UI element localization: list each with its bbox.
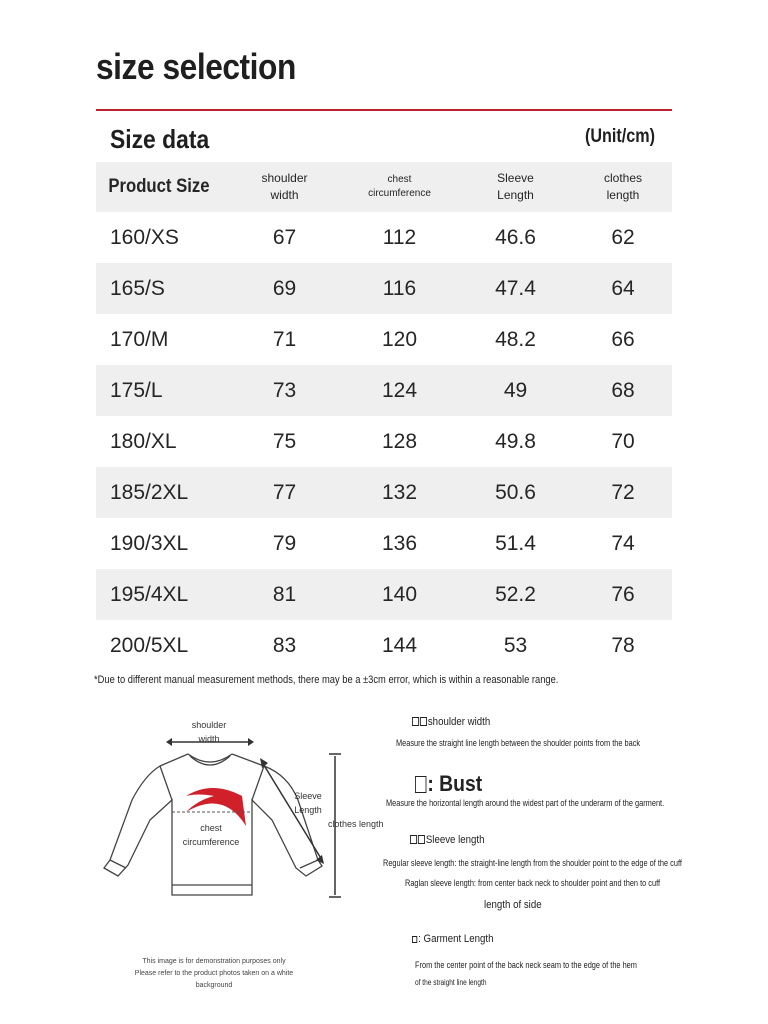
size-table [96,162,672,671]
clothes-length-label: clothes length [328,819,384,829]
value-cell: 77 [272,480,297,504]
legend-sleeve-regular: Regular sleeve length: the straight-line length from the shoulder point to the edge of the cuff [383,858,682,868]
table-row [96,314,672,365]
legend-bust-title: : Bust [415,771,482,797]
table-row [96,212,672,263]
value-cell: 136 [381,531,418,555]
size-cell: 170/M [110,327,169,351]
value-cell: 48.2 [495,327,536,351]
value-cell: 78 [611,633,635,657]
size-cell: 180/XL [110,429,177,453]
size-cell: 200/5XL [110,633,189,657]
table-row [96,518,672,569]
value-cell: 71 [272,327,297,351]
value-cell: 51.4 [495,531,536,555]
legend-shoulder-title: shoulder width [412,716,490,728]
value-cell: 73 [272,378,297,402]
table-row [96,416,672,467]
table-row [96,263,672,314]
value-cell: 144 [381,633,418,657]
value-cell: 72 [611,480,635,504]
value-cell: 140 [381,582,418,606]
value-cell: 64 [611,276,635,300]
value-cell: 49.8 [495,429,536,453]
value-cell: 112 [382,225,417,249]
missing-glyph-icon [418,835,425,844]
value-cell: 49 [503,378,528,402]
value-cell: 124 [381,378,418,402]
value-cell: 66 [611,327,635,351]
size-cell: 195/4XL [110,582,189,606]
value-cell: 47.4 [495,276,536,300]
legend-sleeve-side: length of side [484,899,542,911]
missing-glyph-icon [412,936,417,943]
value-cell: 120 [381,327,418,351]
garment-diagram [0,700,400,1000]
header-sleeve-length: Sleeve Length [497,171,534,202]
size-cell: 160/XS [110,225,179,249]
value-cell: 81 [272,582,297,606]
diagram-disclaimer: This image is for demonstration purposes only Please refer to the product photos taken on a white background [134,958,294,989]
size-cell: 165/S [110,276,165,300]
value-cell: 76 [611,582,635,606]
value-cell: 75 [272,429,297,453]
value-cell: 116 [382,276,417,300]
size-cell: 175/L [110,378,163,402]
header-product-size: Product Size [108,176,210,197]
table-title: Size data [110,124,210,154]
shoulder-width-label: shoulder width [191,720,227,744]
missing-glyph-icon [412,717,419,726]
missing-glyph-icon [410,835,417,844]
value-cell: 132 [381,480,418,504]
table-row [96,467,672,518]
value-cell: 52.2 [495,582,536,606]
table-row [96,620,672,671]
value-cell: 69 [272,276,297,300]
legend-bust-desc: Measure the horizontal length around the widest part of the underarm of the garment. [386,798,665,808]
title-divider [96,109,672,111]
value-cell: 46.6 [495,225,536,249]
value-cell: 53 [503,633,528,657]
missing-glyph-icon [420,717,427,726]
value-cell: 83 [272,633,297,657]
sleeve-length-label: Sleeve Length [294,791,322,815]
table-row [96,569,672,620]
value-cell: 67 [272,225,297,249]
header-shoulder-width: shoulder width [261,171,308,202]
value-cell: 50.6 [495,480,536,504]
legend-garment-title: : Garment Length [412,933,493,945]
value-cell: 128 [381,429,418,453]
missing-glyph-icon [415,776,426,793]
page-title: size selection [96,46,296,87]
table-row [96,365,672,416]
value-cell: 70 [611,429,635,453]
value-cell: 62 [611,225,635,249]
table-header-row [96,162,672,212]
measurement-note: *Due to different manual measurement methods, there may be a ±3cm error, which is within a reasonable range. [94,674,559,686]
value-cell: 74 [611,531,635,555]
size-cell: 190/3XL [110,531,189,555]
size-cell: 185/2XL [110,480,189,504]
value-cell: 79 [272,531,297,555]
legend-garment-desc-2: of the straight line length [415,978,487,987]
unit-label: (Unit/cm) [585,126,655,147]
header-clothes-length: clothes length [603,171,643,202]
value-cell: 68 [611,378,635,402]
legend-garment-desc-1: From the center point of the back neck seam to the edge of the hem [415,960,637,970]
legend-sleeve-title: Sleeve length [410,834,485,846]
legend-shoulder-desc: Measure the straight line length between the shoulder points from the back [396,738,641,748]
legend-sleeve-raglan: Raglan sleeve length: from center back neck to shoulder point and then to cuff [405,878,661,888]
header-chest-circumference: chest circumference [368,174,431,199]
chest-circumference-label: chest circumference [182,823,240,847]
